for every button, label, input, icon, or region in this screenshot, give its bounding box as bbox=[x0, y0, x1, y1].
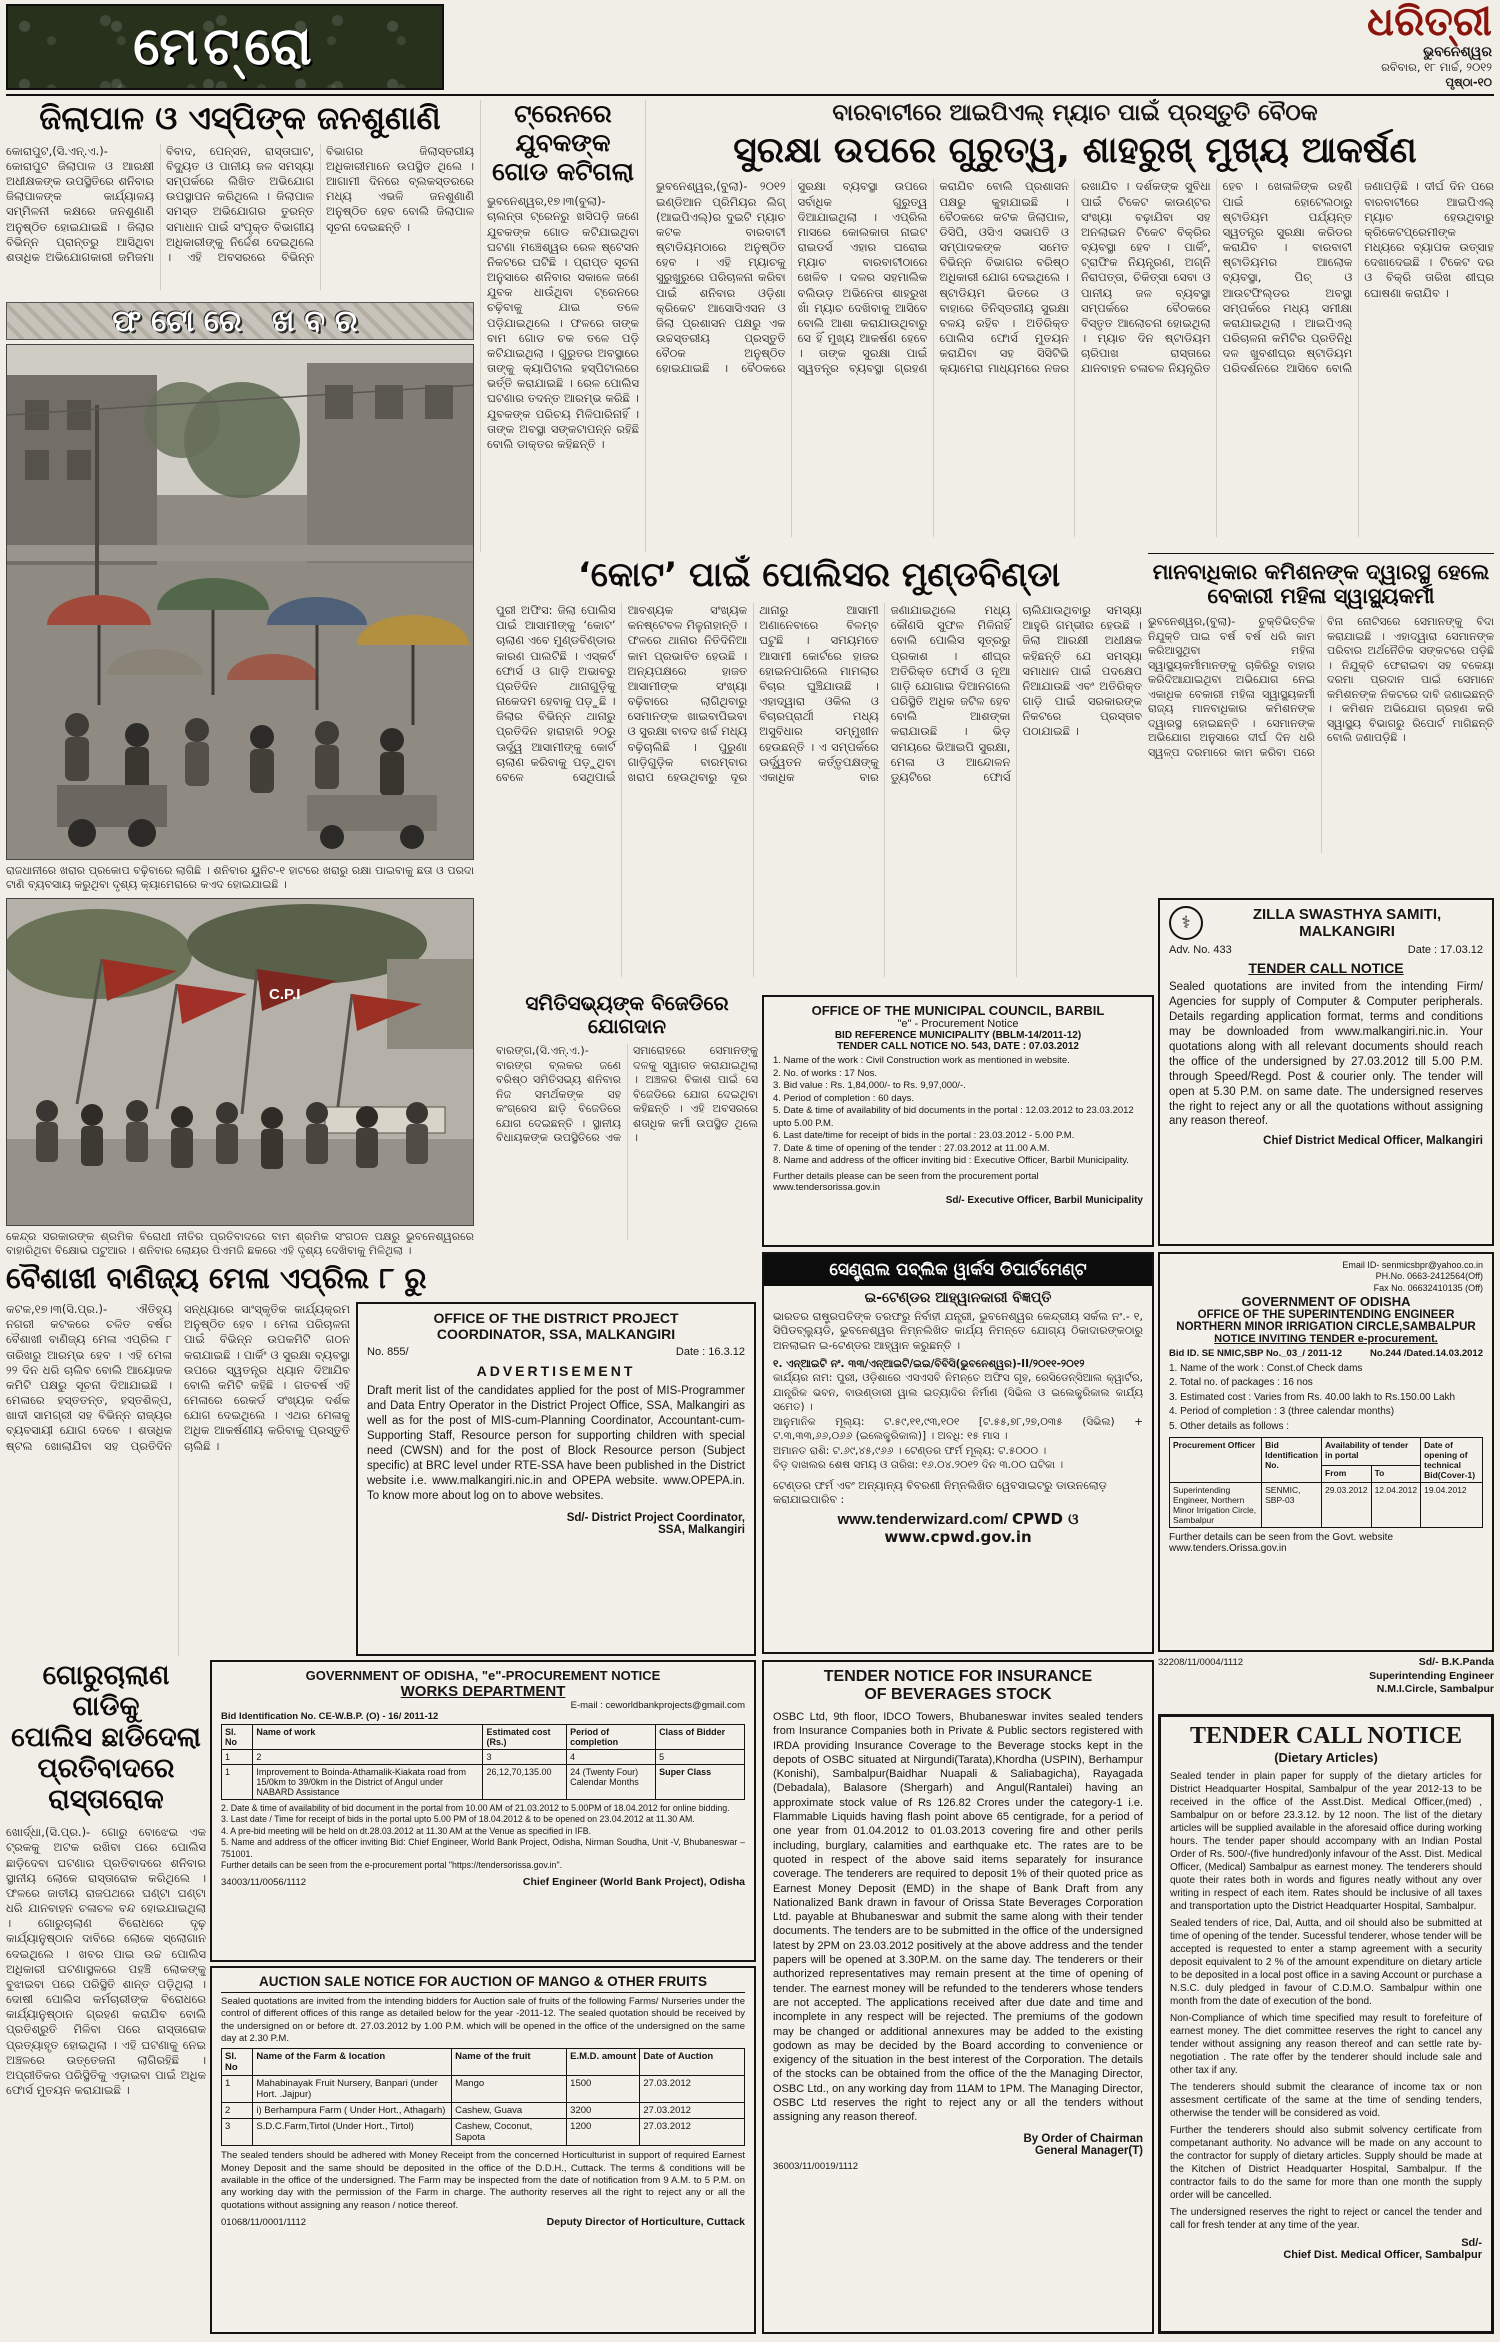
ssa-date: Date : 16.3.12 bbox=[675, 1346, 745, 1358]
nmic-info-item: 2. Total no. of packages : 16 nos bbox=[1169, 1377, 1313, 1389]
works-th-class: Class of Bidder bbox=[656, 1725, 745, 1750]
dietary-title: TENDER CALL NOTICE bbox=[1189, 1723, 1463, 1749]
article-coat-body: ପୁରୀ ଅଫିସ: ଜିଲା ପୋଲିସ ପାଇଁ ଆସାମୀଙ୍କୁ ‘କୋଟ’ ଚାଲାଣ ଏବେ ମୁଣ୍ଡବିଣ୍ଡାର କାରଣ ପାଲଟିଛି । ଏସ୍କର୍ଟ ଫୋର୍ସ ଓ ଗାଡ଼ି ଅଭାବରୁ ପ୍ରତିଦିନ ଥାନାଗୁଡ଼ିକୁ ନାକେଦମ ହେବାକୁ ପଡ଼ୁଛି । ଜିଲାର ବିଭିନ୍ନ ଥାନାରୁ ପ୍ରତିଦିନ ହାରାହାରି ୨୦ରୁ ଊର୍ଦ୍ଧ୍ୱ ଆସାମୀଙ୍କୁ କୋର୍ଟ ଚାଲାଣ କରିବାକୁ ପଡ଼ୁଥିବା ବେଳେ ସେଥିପାଇଁ ଆବଶ୍ୟକ ସଂଖ୍ୟକ କନଷ୍ଟେବଳ ମିଳୁନାହାନ୍ତି । ଫଳରେ ଥାନାର ନିତିଦିନିଆ କାମ ପ୍ରଭାବିତ ହେଉଛି । ଅନ୍ୟପକ୍ଷରେ ହାଜତ ଆସାମୀଙ୍କ ସଂଖ୍ୟା ବଢ଼ିବାରେ ଲାଗିଥିବାରୁ ସେମାନଙ୍କ ଖାଇବାପିଇବା ଓ ସୁରକ୍ଷା ବାବଦ ଖର୍ଚ୍ଚ ମଧ୍ୟ ବଢ଼ିଚାଲିଛି । ପୁରୁଣା ଗାଡ଼ିଗୁଡ଼ିକ ବାରମ୍ବାର ଖରାପ ହେଉଥିବାରୁ ଦୂର ଥାନାରୁ ଆସାମୀ ଅଣାନେବାରେ ବିଳମ୍ବ ଘଟୁଛି । ସମୟମତେ ଆସାମୀ କୋର୍ଟରେ ହାଜର ହୋଇନପାରିଲେ ମାମଲାର ବିଚାର ଘୁଞ୍ଚିଯାଉଛି । ଏହାଦ୍ୱାରା ଓକିଲ ଓ ବିଚାରପ୍ରାର୍ଥୀ ମଧ୍ୟ ଅସୁବିଧାର ସମ୍ମୁଖୀନ ହେଉଛନ୍ତି । ଏ ସମ୍ପର୍କରେ ଊର୍ଦ୍ଧ୍ୱତନ କର୍ତ୍ତୃପକ୍ଷଙ୍କୁ ଏକାଧିକ ବାର ଜଣାଯାଇଥିଲେ ମଧ୍ୟ କୌଣସି ସୁଫଳ ମିଳିନାହିଁ ବୋଲି ପୋଲିସ ସୂତ୍ରରୁ ପ୍ରକାଶ । ଶୀଘ୍ର ଅତିରିକ୍ତ ଫୋର୍ସ ଓ ନୂଆ ଗାଡ଼ି ଯୋଗାଇ ଦିଆନଗଲେ ପରିସ୍ଥିତି ଅଧିକ ଜଟିଳ ହେବ ବୋଲି ଆଶଙ୍କା କରାଯାଉଛି । ଭିଡ଼ ସମୟରେ ଭିଆଇପି ସୁରକ୍ଷା, ମେଳା ଓ ଆନ୍ଦୋଳନ ଡ୍ୟୁଟିରେ ଫୋର୍ସ ଚାଲିଯାଉଥିବାରୁ ସମସ୍ୟା ଆହୁରି ଗମ୍ଭୀର ହେଉଛି । ଜିଲା ଆରକ୍ଷୀ ଅଧୀକ୍ଷକ କହିଛନ୍ତି ଯେ ସମସ୍ୟା ସମାଧାନ ପାଇଁ ପଦକ୍ଷେପ ନିଆଯାଉଛି ଏବଂ ଅତିରିକ୍ତ ଗାଡ଼ି ପାଇଁ ସରକାରଙ୍କ ନିକଟରେ ପ୍ରସ୍ତାବ ପଠାଯାଇଛି । bbox=[496, 603, 1142, 784]
works-cell-cost: 26,12,70,135.00 bbox=[483, 1765, 567, 1800]
edition-date: ରବିବାର, ୧୮ ମାର୍ଚ୍ଚ, ୨୦୧୨ bbox=[1381, 60, 1492, 74]
article-cattle-headline-line: ପୋଲିସ ଛାଡିଦେଲା bbox=[11, 1722, 201, 1754]
flag-text: C.P.I bbox=[269, 986, 301, 1003]
works-note: Further details can be seen from the e-procurement portal "https://tendersorissa.gov.in". bbox=[221, 1860, 563, 1871]
nmic-org-line1: GOVERNMENT OF ODISHA bbox=[1241, 1293, 1411, 1309]
nmic-phone: PH.No. 0663-2412564(Off) bbox=[1375, 1271, 1483, 1282]
article-collector bbox=[6, 100, 474, 298]
article-ipl-headline: ସୁରକ୍ଷା ଉପରେ ଗୁରୁତ୍ୱ, ଶାହରୁଖ୍ ମୁଖ୍ୟ ଆକର୍ଷଣ bbox=[733, 130, 1417, 171]
notice-ssa bbox=[356, 1302, 756, 1656]
nmic-reg-no: 32208/11/0004/1112 bbox=[1158, 1657, 1244, 1668]
photo-news-banner bbox=[6, 302, 474, 340]
nmic-fax: Fax No. 06632410135 (Off) bbox=[1373, 1282, 1483, 1293]
cpwd-intro: ଭାରତର ରାଷ୍ଟ୍ରପତିଙ୍କ ତରଫରୁ ନିର୍ବାହୀ ଯନ୍ତ୍ରୀ, ଭୁବନେଶ୍ୱର କେନ୍ଦ୍ରୀୟ ସର୍କଲ ନଂ.- ୧, ସିପିଡବ୍ଲ୍ୟୁଡି, ଭୁବନେଶ୍ୱର ନିମ୍ନଲିଖିତ କାର୍ଯ୍ୟ ନିମନ୍ତେ ଯୋଗ୍ୟ ଠିକାଦାରଙ୍କଠାରୁ ଅନଲାଇନ ଇ-ଟେଣ୍ଡର ଆହ୍ୱାନ କରୁଛନ୍ତି । bbox=[773, 1310, 1143, 1352]
dietary-paragraph: The tenderers should submit the clearance of income tax or non assesment certificate of the same at the time of sending tenders, otherwise the tender will be considered as void. bbox=[1170, 2082, 1482, 2119]
dietary-sig-line1: Sd/- bbox=[1461, 2237, 1482, 2249]
works-colnum: 1 bbox=[222, 1750, 253, 1765]
ssa-org-line2: COORDINATOR, SSA, MALKANGIRI bbox=[436, 1326, 676, 1342]
auction-th-sl: Sl. No bbox=[222, 2049, 253, 2076]
dietary-paragraph: Non-Compliance of which time specified may result to forefeiture of earnest money. The diet committee reserves the right to cancel any tender without assigning any reason thereof and can settle rate by-negotiation . The rate offer by the tenderer should include sale and other tax if any. bbox=[1170, 2013, 1482, 2076]
auction-cell: 27.03.2012 bbox=[640, 2119, 745, 2146]
works-cell-name: Improvement to Boinda-Athamalik-Kiakata road from 15/0km to 39/0km in the District of Angul under NABARD Assistance bbox=[253, 1765, 483, 1800]
zilla-title: TENDER CALL NOTICE bbox=[1248, 960, 1404, 976]
metro-masthead bbox=[6, 4, 444, 90]
auction-cell: 27.03.2012 bbox=[640, 2103, 745, 2119]
article-baisakhi-headline: ବୈଶାଖୀ ବାଣିଜ୍ୟ ମେଳା ଏପ୍ରିଲ ୮ ରୁ bbox=[6, 1261, 427, 1295]
cpwd-item: କାର୍ଯ୍ୟର ନାମ: ପୁରୀ, ଓଡ଼ିଶାରେ ଏସଏସବି ନିମନ୍ତେ ଅଫିସ ଗୃହ, ରେସିଡେନ୍ସିଆଲ କ୍ୱାର୍ଟର, ଯାନ୍ତ୍ରିକ ଭବନ, ବାଉଣ୍ଡାରୀ ୱାଲ ଇତ୍ୟାଦିର ନିର୍ମାଣ (ସିଭିଲ ଓ ଇଲେକ୍ଟ୍ରିକାଲ କାର୍ଯ୍ୟ ସମେତ) । bbox=[773, 1372, 1143, 1414]
dietary-paragraph: Sealed tenders of rice, Dal, Autta, and oil should also be submitted at time of opening of the tender. Sucessful tenderer, whose tender will be accepted is requested to enter a stamp agreement with a security deposit equivalent to 2 % of the amount expenditure on dietary article to be deposited in a local post office in a saving Account or purchase a N.S.C. duly pledged in favour of C.D.M.O. Sambalpur within one month from the date of execution of the bond. bbox=[1170, 1918, 1482, 2007]
notice-dietary bbox=[1158, 1714, 1494, 2334]
header-rule bbox=[6, 94, 1494, 96]
auction-table bbox=[221, 2048, 745, 2146]
works-reg-no: 34003/11/0056/1112 bbox=[221, 1876, 307, 1888]
rally-photo-caption: କେନ୍ଦ୍ର ସରକାରଙ୍କ ଶ୍ରମିକ ବିରୋଧୀ ନୀତିର ପ୍ରତିବାଦରେ ବାମ ଶ୍ରମିକ ସଂଗଠନ ପକ୍ଷରୁ ଭୁବନେଶ୍ୱରରେ ବାହାରିଥିବା ବିକ୍ଷୋଭ ପଟୁଆର । ଶନିବାର ଲୋୟର ପିଏମଜି ଛକରେ ଏହି ଦୃଶ୍ୟ ଦେଖିବାକୁ ମିଳିଥିଲା । bbox=[6, 1230, 474, 1257]
works-signature: Chief Engineer (World Bank Project), Odisha bbox=[522, 1875, 745, 1888]
article-coat-headline: ‘କୋଟ’ ପାଇଁ ପୋଲିସର ମୁଣ୍ଡବିଣ୍ଡା bbox=[577, 555, 1061, 595]
works-email: E-mail : ceworldbankprojects@gmail.com bbox=[570, 1700, 745, 1711]
nmic-signature-strip bbox=[1158, 1656, 1494, 1710]
cpwd-footer: ଟେଣ୍ଡର ଫର୍ମ ଏବଂ ଅନ୍ୟାନ୍ୟ ବିବରଣୀ ନିମ୍ନଲିଖିତ ୱେବସାଇଟରୁ ଡାଉନଲୋଡ଼ କରାଯାଇପାରିବ : bbox=[773, 1478, 1107, 1506]
dietary-subtitle: (Dietary Articles) bbox=[1274, 1750, 1378, 1765]
auction-cell: Cashew, Coconut, Sapota bbox=[452, 2119, 567, 2146]
nmic-info-item: 1. Name of the work : Const.of Check dams bbox=[1169, 1362, 1363, 1374]
nmic-th-availability: Availability of tender in portal bbox=[1322, 1438, 1421, 1466]
nmic-org-line4: NOTICE INVITING TENDER e-procurement. bbox=[1214, 1332, 1438, 1345]
paper-logo: ଧରିତ୍ରୀ bbox=[1367, 0, 1492, 45]
article-cattle bbox=[6, 1660, 206, 2334]
auction-cell: Mahabinayak Fruit Nursery, Banpari (under Hort. .Jajpur) bbox=[253, 2076, 452, 2103]
auction-signature: Deputy Director of Horticulture, Cuttack bbox=[546, 2216, 745, 2229]
dietary-sig-line2: Chief Dist. Medical Officer, Sambalpur bbox=[1283, 2249, 1482, 2261]
zilla-date: Date : 17.03.12 bbox=[1407, 944, 1483, 956]
article-baisakhi-head bbox=[6, 1262, 476, 1295]
section-title: ମେଟ୍ରୋ bbox=[133, 16, 317, 77]
nmic-bid-date: No.244 /Dated.14.03.2012 bbox=[1369, 1347, 1483, 1359]
works-note: 5. Name and address of the officer inviting Bid: Chief Engineer, World Bank Project, Odisha, Nirman Soudha, Unit -V, Bhubaneswar – 751001. bbox=[221, 1837, 745, 1859]
article-samiti bbox=[496, 992, 758, 1250]
nmic-cell-officer: Superintending Engineer, Northern Minor Irrigation Circle, Sambalpur bbox=[1170, 1483, 1262, 1528]
cpwd-url-tenderwizard: www.tenderwizard.com/ bbox=[837, 1510, 1008, 1528]
article-ipl bbox=[656, 100, 1494, 552]
notice-auction bbox=[210, 1966, 756, 2334]
nmic-bid-id: Bid ID. SE NMIC,SBP No._03_/ 2011-12 bbox=[1169, 1347, 1343, 1359]
nmic-th-to: To bbox=[1371, 1466, 1421, 1483]
auction-cell: i) Berhampura Farm ( Under Hort., Athagarh) bbox=[253, 2103, 452, 2119]
zilla-signature: Chief District Medical Officer, Malkangiri bbox=[1263, 1135, 1483, 1148]
nmic-table bbox=[1169, 1437, 1483, 1528]
dietary-paragraph: The undersigned reserves the right to reject or cancel the tender and call for fresh tender at any time of the year. bbox=[1170, 2207, 1482, 2231]
auction-cell: 3200 bbox=[567, 2103, 640, 2119]
works-th-period: Period of completion bbox=[567, 1725, 656, 1750]
article-train-body: ଭୁବନେଶ୍ୱର,୧୭।୩(ବୁଲା)- ଚାଲନ୍ତା ଟ୍ରେନରୁ ଖସିପଡ଼ି ଜଣେ ଯୁବକଙ୍କ ଗୋଡ କଟିଯାଇଥିବା ଘଟଣା ମଞ୍ଚେଶ୍ୱର ରେଳ ଷ୍ଟେସନ ନିକଟରେ ଘଟିଛି । ପ୍ରାପ୍ତ ସୂଚନା ଅନୁସାରେ ଶନିବାର ସକାଳେ ଜଣେ ଯୁବକ ଧାଉଁଥିବା ଟ୍ରେନରେ ଚଢ଼ିବାକୁ ଯାଇ ତଳେ ପଡ଼ିଯାଇଥିଲେ । ଫଳରେ ତାଙ୍କ ବାମ ଗୋଡ ଚକ ତଳେ ପଡ଼ି କଟିଯାଇଥିଲା । ଗୁରୁତର ଅବସ୍ଥାରେ ତାଙ୍କୁ କ୍ୟାପିଟାଲ ହସ୍ପିଟାଲରେ ଭର୍ତ୍ତି କରାଯାଇଛି । ରେଳ ପୋଲିସ ଘଟଣାର ତଦନ୍ତ ଆରମ୍ଭ କରିଛି । ଯୁବକଙ୍କ ପରିଚୟ ମିଳିପାରିନାହିଁ । ତାଙ୍କ ଅବସ୍ଥା ସଙ୍କଟାପନ୍ନ ରହିଛି ବୋଲି ଡାକ୍ତର କହିଛନ୍ତି । bbox=[487, 194, 639, 451]
cpwd-item: ବିଡ଼ ଦାଖଲର ଶେଷ ସମୟ ଓ ତାରିଖ: ୧୬.୦୪.୨୦୧୨ ଦିନ ୩.୦୦ ଘଟିକା । bbox=[773, 1459, 1064, 1472]
barbil-org: OFFICE OF THE MUNICIPAL COUNCIL, BARBIL bbox=[811, 1003, 1105, 1018]
nmic-email: Email ID- senmicsbpr@yahoo.co.in bbox=[1342, 1260, 1483, 1270]
auction-cell: 3 bbox=[222, 2119, 253, 2146]
barbil-item: 2. No. of works : 17 Nos. bbox=[773, 1067, 878, 1079]
osbc-title-line1: TENDER NOTICE FOR INSURANCE bbox=[823, 1668, 1093, 1685]
nmic-sig-line2: Superintending Engineer bbox=[1369, 1669, 1494, 1682]
article-samiti-headline: ସମିତିସଭ୍ୟଙ୍କ ବିଜେଡିରେ ଯୋଗଦାନ bbox=[525, 991, 729, 1038]
works-th-name: Name of work bbox=[253, 1725, 483, 1750]
osbc-title-line2: OF BEVERAGES STOCK bbox=[864, 1686, 1052, 1703]
auction-row bbox=[222, 2076, 745, 2103]
auction-cell: Mango bbox=[452, 2076, 567, 2103]
article-collector-headline: ଜିଲାପାଳ ଓ ଏସ୍‌ପିଙ୍କ ଜନଶୁଣାଣି bbox=[39, 99, 441, 137]
edition-city: ଭୁବନେଶ୍ୱର bbox=[1423, 44, 1492, 60]
rally-photo bbox=[6, 898, 474, 1226]
cpwd-item: ଆନୁମାନିକ ମୂଲ୍ୟ: ଟ.୫୯,୧୧,୯୩,୧୦୧ [ଟ.୫୫,୭୮,୨୭,୦୩୫ (ସିଭିଲ) + ଟ.୩,୩୩,୬୬,୦୬୬ (ଇଲେକ୍ଟ୍ରିକାଲ)] । ଅବଧି: ୧୫ ମାସ । bbox=[773, 1415, 1143, 1443]
samiti-logo-icon: ⚕ bbox=[1169, 906, 1203, 940]
auction-th-fruit: Name of the fruit bbox=[452, 2049, 567, 2076]
auction-closing: The sealed tenders should be adhered with Money Receipt from the concerned Horticulturist in support of required Earnest Money Deposit and the same should be deposited in the office of the D.D.H., Cuttack. The terms & conditions will be available in the office of the undersigned. The Farm may be inspected from the date of notification from 9 A.M. to 5 P.M. on any working day with the permission of the Farm in charge. The authority reserves all the right to reject any or all the quotations without assigning any reason / notice thereof. bbox=[221, 2150, 745, 2211]
barbil-item: 3. Bid value : Rs. 1,84,000/- to Rs. 9,97,000/-. bbox=[773, 1080, 966, 1092]
cpwd-header: ସେଣ୍ଟ୍ରାଲ ପବ୍ଲିକ ୱାର୍କସ ଡିପାର୍ଟମେଣ୍ଟ bbox=[764, 1254, 1152, 1286]
nmic-cell-bid: SENMIC, SBP-03 bbox=[1262, 1483, 1322, 1528]
osbc-reg-no: 36003/11/0019/1112 bbox=[773, 2160, 859, 2172]
street-photo-illustration bbox=[7, 345, 474, 860]
article-ipl-kicker: ବାରବାଟୀରେ ଆଇପିଏଲ୍ ମ୍ୟାଚ ପାଇଁ ପ୍ରସ୍ତୁତି ବୈଠକ bbox=[832, 100, 1318, 126]
works-th-cost: Estimated cost (Rs.) bbox=[483, 1725, 567, 1750]
street-photo-caption: ରାଜଧାନୀରେ ଖରାର ପ୍ରକୋପ ବଢ଼ିବାରେ ଲାଗିଛି । ଶନିବାର ୟୁନିଟ-୧ ହାଟରେ ଖରାରୁ ରକ୍ଷା ପାଇବାକୁ ଛତା ଓ ପରଦା ଟାଣି ବ୍ୟବସାୟ କରୁଥିବା ଦୃଶ୍ୟ କ୍ୟାମେରାରେ କଏଦ ହୋଇଯାଇଛି । bbox=[6, 864, 474, 891]
zilla-org-line2: MALKANGIRI bbox=[1299, 923, 1395, 940]
works-colnum: 5 bbox=[656, 1750, 745, 1765]
dietary-paragraph: Further the tenderers should also submit solvency certificate from competanant authority. No advance will be made on any account to the contractor for supply of dietary articles. Supply should be made at the Kitchen of District Headquarter Hospital, Sambalpur. If the contractor fails to do the same for more than one month the supply order will be cancelled. bbox=[1170, 2125, 1482, 2201]
zilla-adv-no: Adv. No. 433 bbox=[1169, 944, 1232, 956]
notice-cpwd bbox=[762, 1252, 1154, 1654]
auction-cell: 1 bbox=[222, 2076, 253, 2103]
barbil-item: 4. Period of completion : 60 days. bbox=[773, 1092, 914, 1104]
article-train-headline: ଟ୍ରେନରେ ଯୁବକଙ୍କ ଗୋଡ କଟିଗଲା bbox=[492, 99, 634, 186]
works-note: 3. Last date / Time for receipt of bids in the portal upto 5.00 PM of 18.04.2012 & to be opened on 23.04.2012 at 11.30 AM. bbox=[221, 1814, 695, 1825]
barbil-item: 6. Last date/time for receipt of bids in the portal : 23.03.2012 - 5.00 P.M. bbox=[773, 1130, 1075, 1142]
cpwd-url-cpwd: CPWD ଓ www.cpwd.gov.in bbox=[884, 1509, 1079, 1546]
works-cell-class: Super Class bbox=[656, 1765, 745, 1800]
zilla-body: Sealed quotations are invited from the intending Firm/ Agencies for supply of Computer & Computer peripherals. Details regarding application format, terms and conditions may be downloaded from www.malkangiri.nic.in. Your quotations along with all relevant documents should reach the office of the undersigned by 27.03.2012 till 5.00 P.M. through Speed/Regd. Post & courier only. The tender will open at 5.30 P.M. on same date. The undersigned reserves the right to reject any or all the quotations without assigning any reason thereof. bbox=[1169, 981, 1483, 1128]
article-cattle-headline-line: ଗୋରୁଚାଲାଣ ଗାଡିକୁ bbox=[42, 1660, 170, 1723]
auction-cell: Cashew, Guava bbox=[452, 2103, 567, 2119]
barbil-title: TENDER CALL NOTICE NO. 543, DATE : 07.03.2012 bbox=[837, 1041, 1079, 1052]
nmic-info-item: 3. Estimated cost : Varies from Rs. 40.00 lakh to Rs.150.00 Lakh bbox=[1169, 1391, 1456, 1403]
barbil-item: 1. Name of the work : Civil Construction work as mentioned in website. bbox=[773, 1055, 1070, 1066]
cpwd-title: ଇ-ଟେଣ୍ଡର ଆହ୍ୱାନକାରୀ ବିଜ୍ଞପ୍ତି bbox=[864, 1290, 1052, 1306]
article-ipl-body: ଭୁବନେଶ୍ୱର,(ବୁଲା)- ୨୦୧୨ ଇଣ୍ଡିଆନ ପ୍ରିମିୟର ଲିଗ୍ (ଆଇପିଏଲ୍)ର ଦୁଇଟି ମ୍ୟାଚ କଟକ ବାରବାଟୀ ଷ୍ଟାଡିୟମଠାରେ ଅନୁଷ୍ଠିତ ହେବ । ଏହି ମ୍ୟାଚକୁ ସୁରୁଖୁରୁରେ ପରିଚାଳନା କରିବା ପାଇଁ ଶନିବାର ଓଡ଼ିଶା କ୍ରିକେଟ ଆସୋସିଏସନ ଓ ଜିଲା ପ୍ରଶାସନ ପକ୍ଷରୁ ଏକ ଉଚ୍ଚସ୍ତରୀୟ ପ୍ରସ୍ତୁତି ବୈଠକ ଅନୁଷ୍ଠିତ ହୋଇଯାଇଛି । ବୈଠକରେ ସୁରକ୍ଷା ବ୍ୟବସ୍ଥା ଉପରେ ସର୍ବାଧିକ ଗୁରୁତ୍ୱ ଦିଆଯାଇଥିଲା । ଏପ୍ରିଲ ମାସରେ କୋଲକାତା ନାଇଟ ରାଇଡର୍ସ ଏହାର ଘରୋଇ ମ୍ୟାଚ ବାରବାଟୀଠାରେ ଖେଳିବ । ଦଳର ସହମାଲିକ ବଲିଉଡ଼ ଅଭିନେତା ଶାହରୁଖ ଖାଁ ମ୍ୟାଚ ଦେଖିବାକୁ ଆସିବେ ବୋଲି ଆଶା କରାଯାଉଥିବାରୁ ସେ ହିଁ ମୁଖ୍ୟ ଆକର୍ଷଣ ହେବେ । ତାଙ୍କ ସୁରକ୍ଷା ପାଇଁ ସ୍ୱତନ୍ତ୍ର ବ୍ୟବସ୍ଥା ଗ୍ରହଣ କରାଯିବ ବୋଲି ପ୍ରଶାସନ ପକ୍ଷରୁ କୁହାଯାଇଛି । ବୈଠକରେ କଟକ ଜିଲାପାଳ, ଡିସିପି, ଓସିଏ ସଭାପତି ଓ ସମ୍ପାଦକଙ୍କ ସମେତ ବିଭିନ୍ନ ବିଭାଗର ବରିଷ୍ଠ ଅଧିକାରୀ ଯୋଗ ଦେଇଥିଲେ । ଷ୍ଟାଡିୟମ ଭିତରେ ଓ ବାହାରେ ତିନିସ୍ତରୀୟ ସୁରକ୍ଷା ବଳୟ ରହିବ । ଅତିରିକ୍ତ ପୋଲିସ ଫୋର୍ସ ମୁତୟନ କରାଯିବା ସହ ସିସିଟିଭି କ୍ୟାମେରା ମାଧ୍ୟମରେ ନଜର ରଖାଯିବ । ଦର୍ଶକଙ୍କ ସୁବିଧା ପାଇଁ ଟିକେଟ କାଉଣ୍ଟର ସଂଖ୍ୟା ବଢ଼ାଯିବା ସହ ଅନଲାଇନ ଟିକେଟ ବିକ୍ରିର ବ୍ୟବସ୍ଥା ହେବ । ପାର୍କିଂ, ଟ୍ରାଫିକ ନିୟନ୍ତ୍ରଣ, ଅଗ୍ନି ନିରାପତ୍ତା, ଚିକିତ୍ସା ସେବା ଓ ପାନୀୟ ଜଳ ବ୍ୟବସ୍ଥା ସମ୍ପର୍କରେ ବୈଠକରେ ବିସ୍ତୃତ ଆଲୋଚନା ହୋଇଥିଲା । ମ୍ୟାଚ ଦିନ ଷ୍ଟାଡିୟମ ଚାରିପାଖ ରାସ୍ତାରେ ଯାନବାହନ ଚଳାଚଳ ନିୟନ୍ତ୍ରିତ ହେବ । ଖେଳାଳିଙ୍କ ରହଣି ପାଇଁ ହୋଟେଲଠାରୁ ଷ୍ଟାଡିୟମ ପର୍ଯ୍ୟନ୍ତ ସ୍ୱତନ୍ତ୍ର ସୁରକ୍ଷା କରିଡର କରାଯିବ । ବାରବାଟୀ ଷ୍ଟାଡିୟମର ଆଲୋକ ବ୍ୟବସ୍ଥା, ପିଚ୍ ଓ ଆଉଟଫିଲ୍ଡର ଅବସ୍ଥା ସମ୍ପର୍କରେ ମଧ୍ୟ ସମୀକ୍ଷା କରାଯାଇଥିଲା । ଆଇପିଏଲ୍ ପରିଚାଳନା କମିଟିର ପ୍ରତିନିଧି ଦଳ ଖୁବଶୀଘ୍ର ଷ୍ଟାଡିୟମ ପରିଦର୍ଶନରେ ଆସିବେ ବୋଲି ଜଣାପଡ଼ିଛି । ଦୀର୍ଘ ଦିନ ପରେ ବାରବାଟୀରେ ଆଇପିଏଲ୍ ମ୍ୟାଚ ହେଉଥିବାରୁ କ୍ରିକେଟପ୍ରେମୀଙ୍କ ମଧ୍ୟରେ ବ୍ୟାପକ ଉତ୍ସାହ ଦେଖାଦେଇଛି । ଟିକେଟ ଦର ଓ ବିକ୍ରି ତାରିଖ ଶୀଘ୍ର ଘୋଷଣା କରାଯିବ । bbox=[656, 179, 1494, 376]
barbil-item: 5. Date & time of availability of bid documents in the portal : 12.03.2012 to 23.03.2012 upto 5.00 P.M. bbox=[773, 1105, 1134, 1129]
article-collector-body: କୋରାପୁଟ,(ସି.ଏନ୍.ଏ.)- କୋରାପୁଟ ଜିଲାପାଳ ଓ ଆରକ୍ଷୀ ଅଧୀକ୍ଷକଙ୍କ ଉପସ୍ଥିତିରେ ଶନିବାର ଜିଲାପାଳଙ୍କ କାର୍ଯ୍ୟାଳୟ ସମ୍ମିଳନୀ କକ୍ଷରେ ଜନଶୁଣାଣି ଅନୁଷ୍ଠିତ ହୋଇଯାଇଛି । ଜିଲାର ବିଭିନ୍ନ ପ୍ରାନ୍ତରୁ ଆସିଥିବା ଶତାଧିକ ଅଭିଯୋଗକାରୀ ଜମିଜମା ବିବାଦ, ପେନ୍‌ସନ, ରାସ୍ତାଘାଟ, ବିଦ୍ୟୁତ ଓ ପାନୀୟ ଜଳ ସମସ୍ୟା ସମ୍ପର୍କରେ ଲିଖିତ ଅଭିଯୋଗ ଉପସ୍ଥାପନ କରିଥିଲେ । ଜିଲାପାଳ ସମସ୍ତ ଅଭିଯୋଗର ତୁରନ୍ତ ସମାଧାନ ପାଇଁ ସଂପୃକ୍ତ ବିଭାଗୀୟ ଅଧିକାରୀଙ୍କୁ ନିର୍ଦ୍ଦେଶ ଦେଇଥିଲେ । ଏହି ଅବସରରେ ବିଭିନ୍ନ ବିଭାଗର ଜିଲାସ୍ତରୀୟ ଅଧିକାରୀମାନେ ଉପସ୍ଥିତ ଥିଲେ । ଆଗାମୀ ଦିନରେ ବ୍ଲକସ୍ତରରେ ମଧ୍ୟ ଏଭଳି ଜନଶୁଣାଣି ଅନୁଷ୍ଠିତ ହେବ ବୋଲି ଜିଲାପାଳ ସୂଚନା ଦେଇଛନ୍ତି । bbox=[6, 143, 474, 264]
barbil-item: 7. Date & time of opening of the tender : 27.03.2012 at 11.00 A.M. bbox=[773, 1142, 1050, 1154]
nmic-org-line3: NORTHERN MINOR IRRIGATION CIRCLE,SAMBALPUR bbox=[1176, 1320, 1476, 1333]
notice-zilla-swasthya bbox=[1158, 898, 1494, 1246]
works-note: 2. Date & time of availability of bid document in the portal from 10.00 AM of 21.03.2012 to 5.00PM of 18.04.2012 for online bidding. bbox=[221, 1803, 730, 1813]
nmic-footer: Further details can be seen from the Govt. website www.tenders.Orissa.gov.in bbox=[1169, 1532, 1393, 1555]
auction-title: AUCTION SALE NOTICE FOR AUCTION OF MANGO & OTHER FRUITS bbox=[221, 1974, 745, 1993]
article-cattle-headline-line: ରାସ୍ତାରୋକ bbox=[48, 1784, 164, 1816]
works-org: GOVERNMENT OF ODISHA, "e"-PROCUREMENT NOTICE bbox=[305, 1668, 661, 1683]
works-colnum: 3 bbox=[483, 1750, 567, 1765]
ssa-sig-line2: SSA, Malkangiri bbox=[658, 1523, 745, 1536]
works-colnum: 4 bbox=[567, 1750, 656, 1765]
auction-row bbox=[222, 2119, 745, 2146]
works-cell-sl: 1 bbox=[222, 1765, 253, 1800]
nmic-cell-to: 12.04.2012 bbox=[1371, 1483, 1421, 1528]
notice-barbil bbox=[762, 995, 1154, 1247]
ssa-sig-line1: Sd/- District Project Coordinator, bbox=[566, 1511, 745, 1524]
article-rights-headline: ମାନବାଧିକାର କମିଶନଙ୍କ ଦ୍ୱାରସ୍ଥ ହେଲେ ବେକାରୀ ମହିଳା ସ୍ୱାସ୍ଥ୍ୟକର୍ମୀ bbox=[1152, 560, 1490, 609]
works-dept: WORKS DEPARTMENT bbox=[400, 1683, 566, 1700]
ssa-title: ADVERTISEMENT bbox=[476, 1363, 636, 1379]
page-number: ପୃଷ୍ଠା-୧୦ bbox=[1445, 75, 1492, 89]
auction-row bbox=[222, 2103, 745, 2119]
notice-works bbox=[210, 1660, 756, 1962]
works-cell-period: 24 (Twenty Four) Calendar Months bbox=[567, 1765, 656, 1800]
barbil-footer: Further details please can be seen from the procurement portal www.tendersorissa.gov.in bbox=[773, 1170, 1039, 1193]
nmic-th-opening: Date of opening of technical Bid(Cover-1) bbox=[1421, 1438, 1483, 1483]
auction-reg-no: 01068/11/0001/1112 bbox=[221, 2217, 307, 2229]
auction-cell: 1200 bbox=[567, 2119, 640, 2146]
auction-th-date: Date of Auction bbox=[640, 2049, 745, 2076]
auction-cell: S.D.C.Farm,Tirtol (Under Hort., Tirtol) bbox=[253, 2119, 452, 2146]
barbil-item: 8. Name and address of the officer inviting bid : Executive Officer, Barbil Municipality. bbox=[773, 1155, 1129, 1167]
barbil-sub: "e" - Procurement Notice bbox=[897, 1018, 1019, 1030]
auction-cell: 1500 bbox=[567, 2076, 640, 2103]
works-colnum: 2 bbox=[253, 1750, 483, 1765]
article-baisakhi-body: କଟକ,୧୭।୩(ସି.ପ୍ର.)- ଐତିହ୍ୟ ନଗରୀ କଟକରେ ଚଳିତ ବର୍ଷର ବୈଶାଖୀ ବାଣିଜ୍ୟ ମେଳା ଏପ୍ରିଲ ୮ ତାରିଖରୁ ଆରମ୍ଭ ହେବ । ଏହି ମେଳା ୨୨ ଦିନ ଧରି ଚାଲିବ ବୋଲି ଆୟୋଜକ କମିଟି ପକ୍ଷରୁ ସୂଚନା ଦିଆଯାଇଛି । ମେଳାରେ ହସ୍ତତନ୍ତ, ହସ୍ତଶିଳ୍ପ, ଖାଦୀ ସାମଗ୍ରୀ ସହ ବିଭିନ୍ନ ରାଜ୍ୟର ବ୍ୟବସାୟୀ ଯୋଗ ଦେବେ । ଶତାଧିକ ଷ୍ଟଲ ଖୋଲାଯିବା ସହ ପ୍ରତିଦିନ ସନ୍ଧ୍ୟାରେ ସାଂସ୍କୃତିକ କାର୍ଯ୍ୟକ୍ରମ ଅନୁଷ୍ଠିତ ହେବ । ମେଳା ପରିଚାଳନା ପାଇଁ ବିଭିନ୍ନ ଉପକମିଟି ଗଠନ କରାଯାଇଛି । ପାର୍କିଂ ଓ ସୁରକ୍ଷା ବ୍ୟବସ୍ଥା ଉପରେ ସ୍ୱତନ୍ତ୍ର ଧ୍ୟାନ ଦିଆଯିବ ବୋଲି କମିଟି କହିଛି । ଗତବର୍ଷ ଏହି ମେଳାରେ ରେକର୍ଡ ସଂଖ୍ୟକ ଦର୍ଶକ ଯୋଗ ଦେଇଥିଲେ । ଏଥର ମେଳାକୁ ଅଧିକ ଆକର୍ଷଣୀୟ କରିବାକୁ ପ୍ରସ୍ତୁତି ଚାଲିଛି । bbox=[6, 1302, 350, 1453]
auction-th-emd: E.M.D. amount bbox=[567, 2049, 640, 2076]
ssa-org-line1: OFFICE OF THE DISTRICT PROJECT bbox=[433, 1310, 679, 1326]
osbc-sig-line1: By Order of Chairman bbox=[1023, 2132, 1143, 2145]
article-rights-body: ଭୁବନେଶ୍ୱର,(ବୁଲା)- ଚୁକ୍ତିଭିତ୍ତିକ ନିଯୁକ୍ତି ପାଇ ବର୍ଷ ବର୍ଷ ଧରି କାମ କରିଆସୁଥିବା ମହିଳା ସ୍ୱାସ୍ଥ୍ୟକର୍ମୀମାନଙ୍କୁ ଚାକିରିରୁ ବାହାର କରିଦିଆଯାଇଥିବା ଅଭିଯୋଗ ନେଇ ଏକାଧିକ ବେକାରୀ ମହିଳା ସ୍ୱାସ୍ଥ୍ୟକର୍ମୀ ରାଜ୍ୟ ମାନବାଧିକାର କମିଶନଙ୍କ ଦ୍ୱାରସ୍ଥ ହୋଇଛନ୍ତି । ସେମାନଙ୍କ ଅଭିଯୋଗ ଅନୁସାରେ ଦୀର୍ଘ ଦିନ ଧରି ସ୍ୱଳ୍ପ ଦରମାରେ କାମ କରିବା ପରେ ବିନା ନୋଟିସରେ ସେମାନଙ୍କୁ ବିଦା କରାଯାଇଛି । ଏହାଦ୍ୱାରା ସେମାନଙ୍କ ପରିବାର ଅର୍ଥନୈତିକ ସଙ୍କଟରେ ପଡ଼ିଛି । ନିଯୁକ୍ତି ଫେରାଇବା ସହ ବକେୟା ଦରମା ପ୍ରଦାନ ପାଇଁ ସେମାନେ କମିଶନଙ୍କ ନିକଟରେ ଦାବି ଜଣାଇଛନ୍ତି । କମିଶନ ଅଭିଯୋଗ ଗ୍ରହଣ କରି ସ୍ୱାସ୍ଥ୍ୟ ବିଭାଗରୁ ରିପୋର୍ଟ ମାଗିଛନ୍ତି ବୋଲି ଜଣାପଡ଼ିଛି । bbox=[1148, 615, 1494, 759]
auction-intro: Sealed quotations are invited from the intending bidders for Auction sale of fruits of the following Farms/ Nurseries under the control of different offices of this range as detailed below for the year -2011-12. The sealed quotation should be received by the undersigned on or before dt. 27.03.2012 by 1.00 P.M. which will be opened in the office of the undersigned on the same day at 2.30 P.M. bbox=[221, 1996, 745, 2045]
works-note: 4. A pre-bid meeting will be held on dt.28.03.2012 at 11.30 AM at the Venue as specified in IFB. bbox=[221, 1825, 592, 1836]
nmic-cell-opening: 19.04.2012 bbox=[1421, 1483, 1483, 1528]
nmic-th-bid: Bid Identification No. bbox=[1262, 1438, 1322, 1483]
ssa-no: No. 855/ bbox=[367, 1346, 409, 1358]
nmic-th-officer: Procurement Officer bbox=[1170, 1438, 1262, 1483]
article-samiti-body: ବାରଙ୍ଗ,(ସି.ଏନ୍.ଏ.)- ବାରଙ୍ଗ ବ୍ଲକର ଜଣେ ବରିଷ୍ଠ ସମିତିସଭ୍ୟ ଶନିବାର ନିଜ ସମର୍ଥକଙ୍କ ସହ କଂଗ୍ରେସ ଛାଡ଼ି ବିଜେଡିରେ ଯୋଗ ଦେଇଛନ୍ତି । ସ୍ଥାନୀୟ ବିଧାୟକଙ୍କ ଉପସ୍ଥିତିରେ ଏକ ସମାରୋହରେ ସେମାନଙ୍କୁ ଦଳକୁ ସ୍ୱାଗତ କରାଯାଇଥିଲା । ଅଞ୍ଚଳର ବିକାଶ ପାଇଁ ସେ ବିଜେଡିରେ ଯୋଗ ଦେଇଥିବା କହିଛନ୍ତି । ଏହି ଅବସରରେ ଶତାଧିକ କର୍ମୀ ଉପସ୍ଥିତ ଥିଲେ । bbox=[496, 1044, 758, 1145]
article-cattle-body: ଖୋର୍ଦ୍ଧା,(ସି.ପ୍ର.)- ଗୋରୁ ବୋଝେଇ ଏକ ଟ୍ରକକୁ ଅଟକ ରଖିବା ପରେ ପୋଲିସ ଛାଡ଼ିଦେବା ଘଟଣାର ପ୍ରତିବାଦରେ ଶନିବାର ସ୍ଥାନୀୟ ଲୋକେ ରାସ୍ତାରୋକ କରିଥିଲେ । ଫଳରେ ଜାତୀୟ ରାଜପଥରେ ଘଣ୍ଟା ଘଣ୍ଟା ଧରି ଯାନବାହନ ଚଳାଚଳ ବନ୍ଦ ହୋଇଯାଇଥିଲା । ଗୋରୁଚାଲାଣ ବିରୋଧରେ ଦୃଢ଼ କାର୍ଯ୍ୟାନୁଷ୍ଠାନ ଦାବିରେ ଲୋକେ ସ୍ଲୋଗାନ ଦେଇଥିଲେ । ଖବର ପାଇ ଉଚ୍ଚ ପୋଲିସ ଅଧିକାରୀ ଘଟଣାସ୍ଥଳରେ ପହଞ୍ଚି ଲୋକଙ୍କୁ ବୁଝାଇବା ପରେ ପରିସ୍ଥିତି ଶାନ୍ତ ପଡ଼ିଥିଲା । ଦୋଷୀ ପୋଲିସ କର୍ମଚାରୀଙ୍କ ବିରୋଧରେ କାର୍ଯ୍ୟାନୁଷ୍ଠାନ ଗ୍ରହଣ କରାଯିବ ବୋଲି ପ୍ରତିଶ୍ରୁତି ମିଳିବା ପରେ ରାସ୍ତାରୋକ ପ୍ରତ୍ୟାହୃତ ହୋଇଥିଲା । ଏହି ଘଟଣାକୁ ନେଇ ଅଞ୍ଚଳରେ ଉତ୍ତେଜନା ଲାଗିରହିଛି । ଅପ୍ରୀତିକର ପରିସ୍ଥିତିକୁ ଏଡ଼ାଇବା ପାଇଁ ଅଧିକ ଫୋର୍ସ ମୁତୟନ କରାଯାଇଛି । bbox=[6, 1825, 206, 2098]
barbil-ref: BID REFERENCE MUNICIPALITY (BBLM-14/2011-12) bbox=[834, 1030, 1082, 1041]
barbil-signature: Sd/- Executive Officer, Barbil Municipality bbox=[945, 1194, 1143, 1206]
cpwd-item: ଅମାନତ ରାଶି: ଟ.୬୯,୪୫,୯୬୬ । ଟେଣ୍ଡର ଫର୍ମ ମୂଲ୍ୟ: ଟ.୫୦୦୦ । bbox=[773, 1444, 1047, 1457]
nmic-sig-line1: Sd/- B.K.Panda bbox=[1418, 1656, 1494, 1668]
works-table bbox=[221, 1724, 745, 1800]
article-cattle-headline-line: ପ୍ରତିବାଦରେ bbox=[37, 1753, 175, 1785]
notice-osbc bbox=[762, 1660, 1154, 2334]
nmic-sig-line3: N.M.I.Circle, Sambalpur bbox=[1376, 1683, 1494, 1696]
street-photo bbox=[6, 344, 474, 860]
rally-photo-illustration bbox=[7, 899, 474, 1226]
article-rights bbox=[1148, 553, 1494, 893]
auction-cell: 27.03.2012 bbox=[640, 2076, 745, 2103]
notice-nmic bbox=[1158, 1252, 1494, 1652]
osbc-sig-line2: General Manager(T) bbox=[1035, 2144, 1143, 2157]
dietary-paragraph: Sealed tender in plain paper for supply of the dietary articles for District Headquarter Hospital, Sambalpur of the year 2012-13 to be received in the office of the Asst.Dist. Medical Officer,(med) , Sambalpur on or before 23.3.12. by 12 noon. The list of the dietary articles will be supplied available in the aforesaid office during working hours. The tender paper should accompany with an Indian Postal Order of Rs. 500/-(five hundred)only infavour of the Asst. Dist. Medical Officer, (Medical) Sambalpur as earnest money. The tenderers should quote their rates both in words and figures neatly without any over writing in respect of each item. Rates should be inclusive of all taxes and transportation upto the District Headquarter Hospital, Sambalpur. bbox=[1170, 1771, 1482, 1912]
auction-cell: 2 bbox=[222, 2103, 253, 2119]
nmic-org-line2: OFFICE OF THE SUPERINTENDING ENGINEER bbox=[1197, 1308, 1455, 1321]
article-train bbox=[480, 100, 646, 552]
nmic-cell-from: 29.03.2012 bbox=[1322, 1483, 1372, 1528]
article-coat bbox=[496, 556, 1142, 988]
auction-th-farm: Name of the Farm & location bbox=[253, 2049, 452, 2076]
osbc-body: OSBC Ltd, 9th floor, IDCO Towers, Bhubaneswar invites sealed tenders from Insurance Companies both in Private & Public sectors registered with IRDA providing Insurance Coverage to the Beverage stocks kept in the depots of OSBC situated at Nirgundi(Tarata),Khordha (USPIN), Berhampur (Konishi), Sambalpur(Baidhar Nuapali & Saliabagicha), Rayagada (Debadala), Balasore (Shergarh) and Angul(Rantalei) having an approximate stock value of Rs 126.82 Crores under the category-1 i.e. Flammable Liquids having flash point above 65 centigrade, for a period of one year from 01.04.2012 to 01.03.2013 covering fire and other perils including, burglary, calamities and earthquake etc. The rates are to be quoted in respect of the above said items separately for insurance coverage. The tenderers are required to deposit 1% of their quoted price as Earnest Money Deposit (EMD) in the shape of Bank Draft from any Nationalized Bank drawn in favour of Orissa State Beverages Corporation Ltd. payable at Bhubaneswar and submit the same along with their tender documents. The tenders are to be submitted in the office of the undersigned latest by 2PM on 23.03.2012 positively at the above address and the tender papers will be opened at 3.30P.M. on the same day. The tenderers or their authorized representatives may remain present at the time of opening of tender. The earnest money will be refunded to the tenderers whose tenders are not accepted. The applications received after due date and time and incomplete in any respect will be rejected. The premiums of the godown may be changed or additional annexures may be added to the existing godown as may be decided by the Board according to convenience or exigency of the situation in the best interest of the Corporation. The details of the stocks can be obtained from the office of the the Managing Director, OSBC Ltd., on any working day from 11AM to 1PM. The Managing Director, OSBC Ltd reserves the right to reject any or all the tenders without assigning any reason thereof. bbox=[773, 1711, 1143, 2124]
nmic-info-item: 5. Other details as follows : bbox=[1169, 1420, 1290, 1432]
zilla-org-line1: ZILLA SWASTHYA SAMITI, bbox=[1252, 906, 1442, 923]
ssa-body: Draft merit list of the candidates applied for the post of MIS-Programmer and Data Entry Operator in the District Project Office, SSA, Malkangiri as well as for the post of MIS-cum-Planning Coordinator, Accountant-cum-Supporting Staff, Resource person for supporting children with special need (CWSN) and for the post of Block Resource person (Subject specific) at BRC level under RTE-SSA have been published in the District website i.e. www.malkangiri.nic.in and OPEPA website. www.OPEPA.in. To know more about log on to above websites. bbox=[367, 1385, 745, 1502]
cpwd-item: ୧. ଏନ୍‌ଆଇଟି ନଂ. ୩୩/ଏନ୍‌ଆଇଟି/ଇଇ/ବିବିସି(ଭୁବନେଶ୍ୱର)-II/୨୦୧୧-୨୦୧୨ bbox=[773, 1357, 1085, 1370]
photo-news-banner-label: ଫଟୋରେ ଖବର bbox=[112, 303, 368, 339]
paper-brand-block bbox=[1252, 2, 1492, 90]
works-th-sl: Sl. No bbox=[222, 1725, 253, 1750]
nmic-th-from: From bbox=[1322, 1466, 1372, 1483]
works-bid-id: Bid Identification No. CE-W.B.P. (O) - 16/ 2011-12 bbox=[221, 1711, 439, 1722]
nmic-info-item: 4. Period of completion : 3 (three calendar months) bbox=[1169, 1406, 1395, 1418]
